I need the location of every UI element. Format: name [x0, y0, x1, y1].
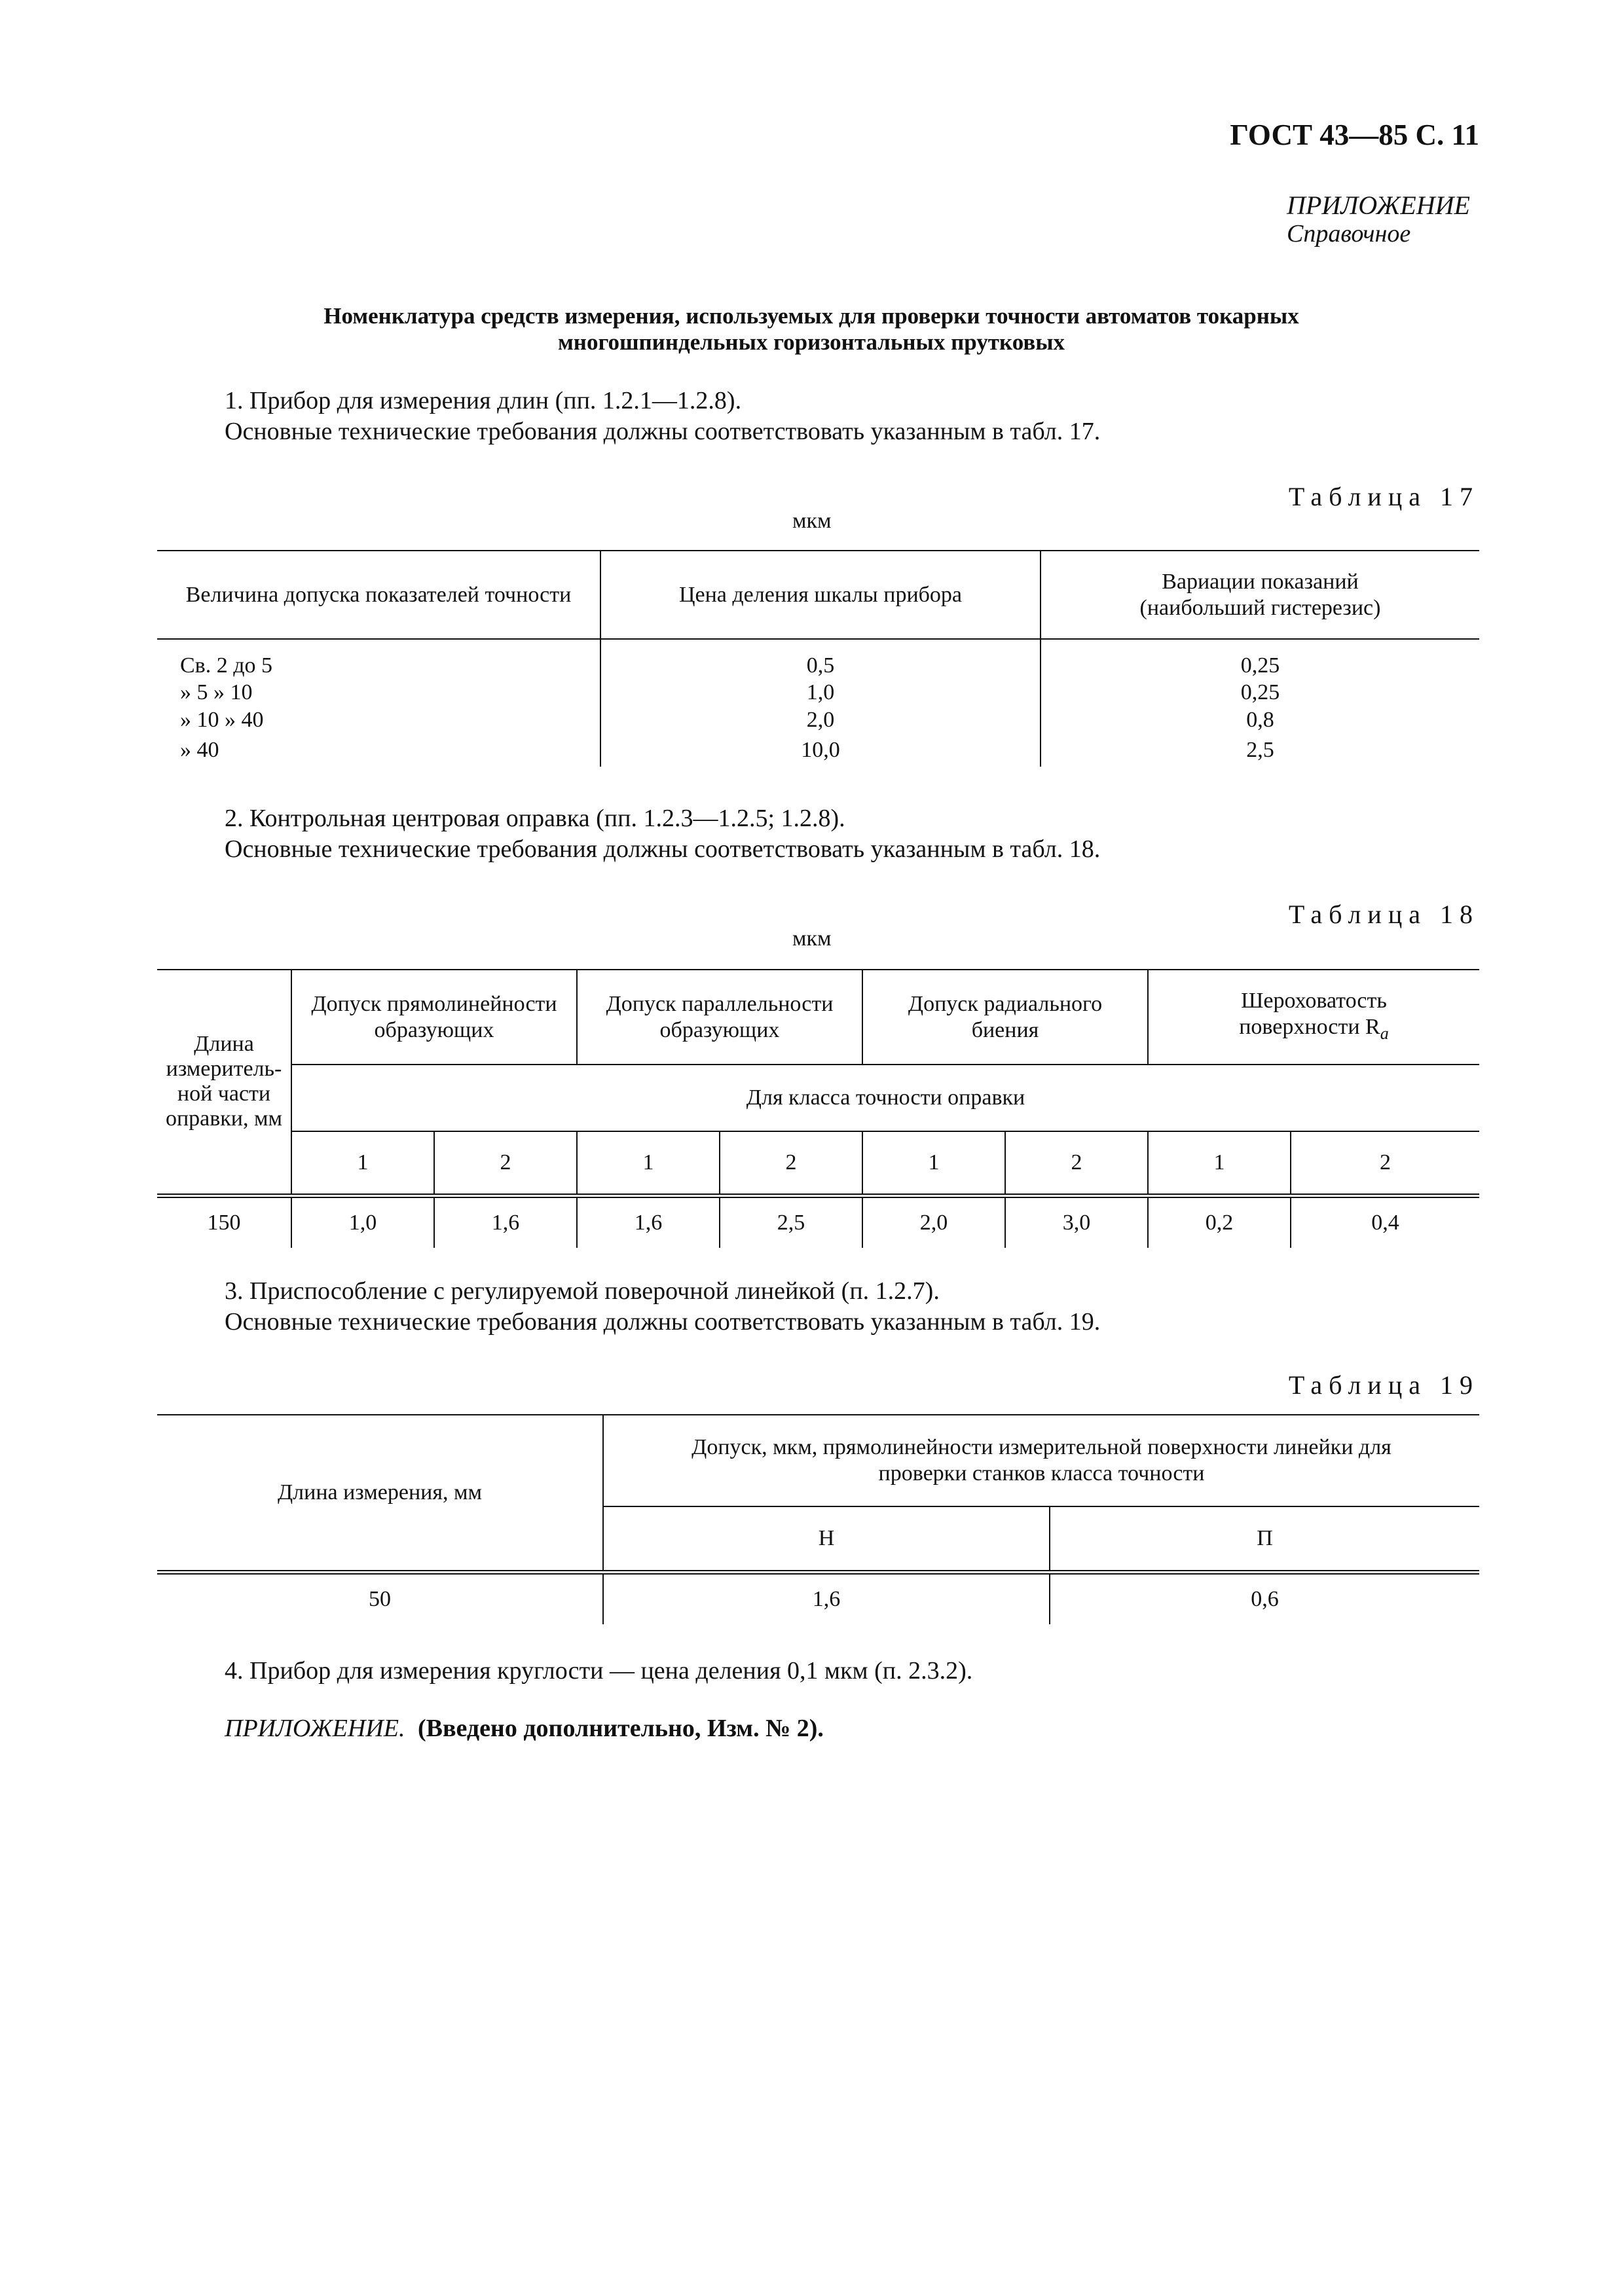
- t17-header-variation-2: (наибольший гистерезис): [1139, 595, 1381, 620]
- t17-header-tolerance: Величина допуска показателей точности: [157, 551, 600, 639]
- t18-cell-value: 2,0: [862, 1195, 1005, 1248]
- t17-cell-scale: 2,0: [600, 706, 1041, 734]
- t18-header-radial: [862, 970, 1148, 1065]
- amendment-bold: (Введено дополнительно, Изм. № 2).: [417, 1715, 824, 1742]
- t19-class-n: Н: [603, 1506, 1050, 1572]
- t18-class-col: 2: [1291, 1131, 1479, 1195]
- t17-header-variation-1: Вариации показаний: [1162, 569, 1359, 594]
- t18-header-straightness-1: Допуск прямолинейности: [311, 991, 557, 1016]
- t18-header-parallelism-1: Допуск параллельности: [606, 991, 834, 1016]
- table-18-unit: мкм: [792, 926, 832, 951]
- t19-cell-length: 50: [157, 1572, 603, 1624]
- section-4-text: 4. Прибор для измерения круглости — цена деления 0,1 мкм (п. 2.3.2).: [225, 1657, 973, 1685]
- t17-header-scale: Цена деления шкалы прибора: [600, 551, 1041, 639]
- table-17: [157, 550, 1479, 767]
- t17-cell-range: » 5 » 10: [157, 679, 600, 706]
- t18-roughness-subscript: a: [1380, 1023, 1389, 1043]
- table-19: [157, 1414, 1479, 1624]
- t17-cell-variation: 0,25: [1041, 679, 1479, 706]
- appendix-type: Справочное: [1287, 220, 1411, 247]
- section-2-heading: 2. Контрольная центровая оправка (пп. 1.2.3—1.2.5; 1.2.8).: [225, 805, 845, 832]
- table-17-unit: мкм: [792, 509, 832, 533]
- table-19-label: Таблица 19: [1288, 1370, 1479, 1400]
- t18-header-parallelism: [577, 970, 862, 1065]
- appendix-label: ПРИЛОЖЕНИЕ: [1287, 191, 1470, 220]
- t18-header-length-2: измеритель-: [166, 1057, 282, 1082]
- t18-header-roughness-1: Шероховатость: [1241, 988, 1387, 1013]
- t17-cell-range: Св. 2 до 5: [157, 639, 600, 679]
- t18-class-col: 1: [1148, 1131, 1291, 1195]
- t17-cell-scale: 10,0: [600, 734, 1041, 767]
- t18-class-col: 2: [434, 1131, 577, 1195]
- t18-header-length: [157, 970, 291, 1195]
- table-18-label: Таблица 18: [1288, 900, 1479, 929]
- t17-cell-scale: 0,5: [600, 639, 1041, 679]
- t18-class-col: 2: [1005, 1131, 1148, 1195]
- table-row: [157, 706, 1479, 734]
- t18-cell-length: 150: [157, 1195, 291, 1248]
- t18-header-length-4: оправки, мм: [165, 1106, 283, 1131]
- amendment-italic: ПРИЛОЖЕНИЕ.: [225, 1715, 405, 1742]
- t19-header-tolerance-2: проверки станков класса точности: [878, 1461, 1205, 1485]
- t19-header-tolerance: [603, 1415, 1479, 1506]
- t19-header-length: Длина измерения, мм: [157, 1415, 603, 1572]
- t18-cell-value: 1,0: [291, 1195, 434, 1248]
- t18-class-col: 1: [862, 1131, 1005, 1195]
- t17-header-variation: [1041, 551, 1479, 639]
- t18-cell-value: 1,6: [434, 1195, 577, 1248]
- section-3-text: Основные технические требования должны соответствовать указанным в табл. 19.: [225, 1308, 1101, 1336]
- t18-class-col: 2: [720, 1131, 862, 1195]
- t18-header-straightness-2: образующих: [374, 1017, 494, 1042]
- section-1-heading: 1. Прибор для измерения длин (пп. 1.2.1—1.2.8).: [225, 387, 742, 414]
- table-row: [157, 734, 1479, 767]
- section-1-text: Основные технические требования должны соответствовать указанным в табл. 17.: [225, 418, 1101, 445]
- t17-cell-variation: 2,5: [1041, 734, 1479, 767]
- t18-header-roughness-2: [1154, 1014, 1474, 1047]
- t18-header-radial-1: Допуск радиального: [908, 991, 1103, 1016]
- t18-header-length-1: Длина: [194, 1032, 254, 1057]
- section-2-text: Основные технические требования должны соответствовать указанным в табл. 18.: [225, 835, 1101, 863]
- table-17-label: Таблица 17: [1288, 482, 1479, 511]
- amendment-note: [225, 1714, 824, 1743]
- t18-header-roughness: [1148, 970, 1479, 1065]
- page-header: ГОСТ 43—85 С. 11: [1230, 118, 1479, 151]
- title-line-2: многошпиндельных горизонтальных прутковых: [557, 329, 1065, 355]
- t18-cell-value: 3,0: [1005, 1195, 1148, 1248]
- t17-cell-scale: 1,0: [600, 679, 1041, 706]
- document-title: [157, 303, 1465, 355]
- table-18: [157, 969, 1479, 1248]
- t18-cell-value: 0,2: [1148, 1195, 1291, 1248]
- t19-cell-n: 1,6: [603, 1572, 1050, 1624]
- t18-header-radial-2: биения: [971, 1017, 1039, 1042]
- table-row: [157, 679, 1479, 706]
- t18-cell-value: 1,6: [577, 1195, 720, 1248]
- t19-class-p: П: [1050, 1506, 1479, 1572]
- t18-cell-value: 2,5: [720, 1195, 862, 1248]
- table-row: [157, 639, 1479, 679]
- title-line-1: Номенклатура средств измерения, используемых для проверки точности автоматов токарных: [323, 303, 1299, 329]
- t17-cell-variation: 0,8: [1041, 706, 1479, 734]
- t18-class-col: 1: [291, 1131, 434, 1195]
- t18-header-roughness-text: поверхности R: [1239, 1014, 1380, 1039]
- t17-cell-variation: 0,25: [1041, 639, 1479, 679]
- table-row: [157, 1195, 1479, 1248]
- t18-cell-value: 0,4: [1291, 1195, 1479, 1248]
- t19-header-tolerance-1: Допуск, мкм, прямолинейности измерительной поверхности линейки для: [691, 1435, 1392, 1459]
- t18-header-class: Для класса точности оправки: [291, 1065, 1479, 1131]
- table-row: [157, 1572, 1479, 1624]
- t17-cell-range: » 40: [157, 734, 600, 767]
- t18-header-parallelism-2: образующих: [659, 1017, 780, 1042]
- t17-cell-range: » 10 » 40: [157, 706, 600, 734]
- section-3-heading: 3. Приспособление с регулируемой поверочной линейкой (п. 1.2.7).: [225, 1277, 940, 1305]
- t18-header-length-3: ной части: [177, 1082, 271, 1106]
- t19-cell-p: 0,6: [1050, 1572, 1479, 1624]
- t18-header-straightness: [291, 970, 577, 1065]
- t18-class-col: 1: [577, 1131, 720, 1195]
